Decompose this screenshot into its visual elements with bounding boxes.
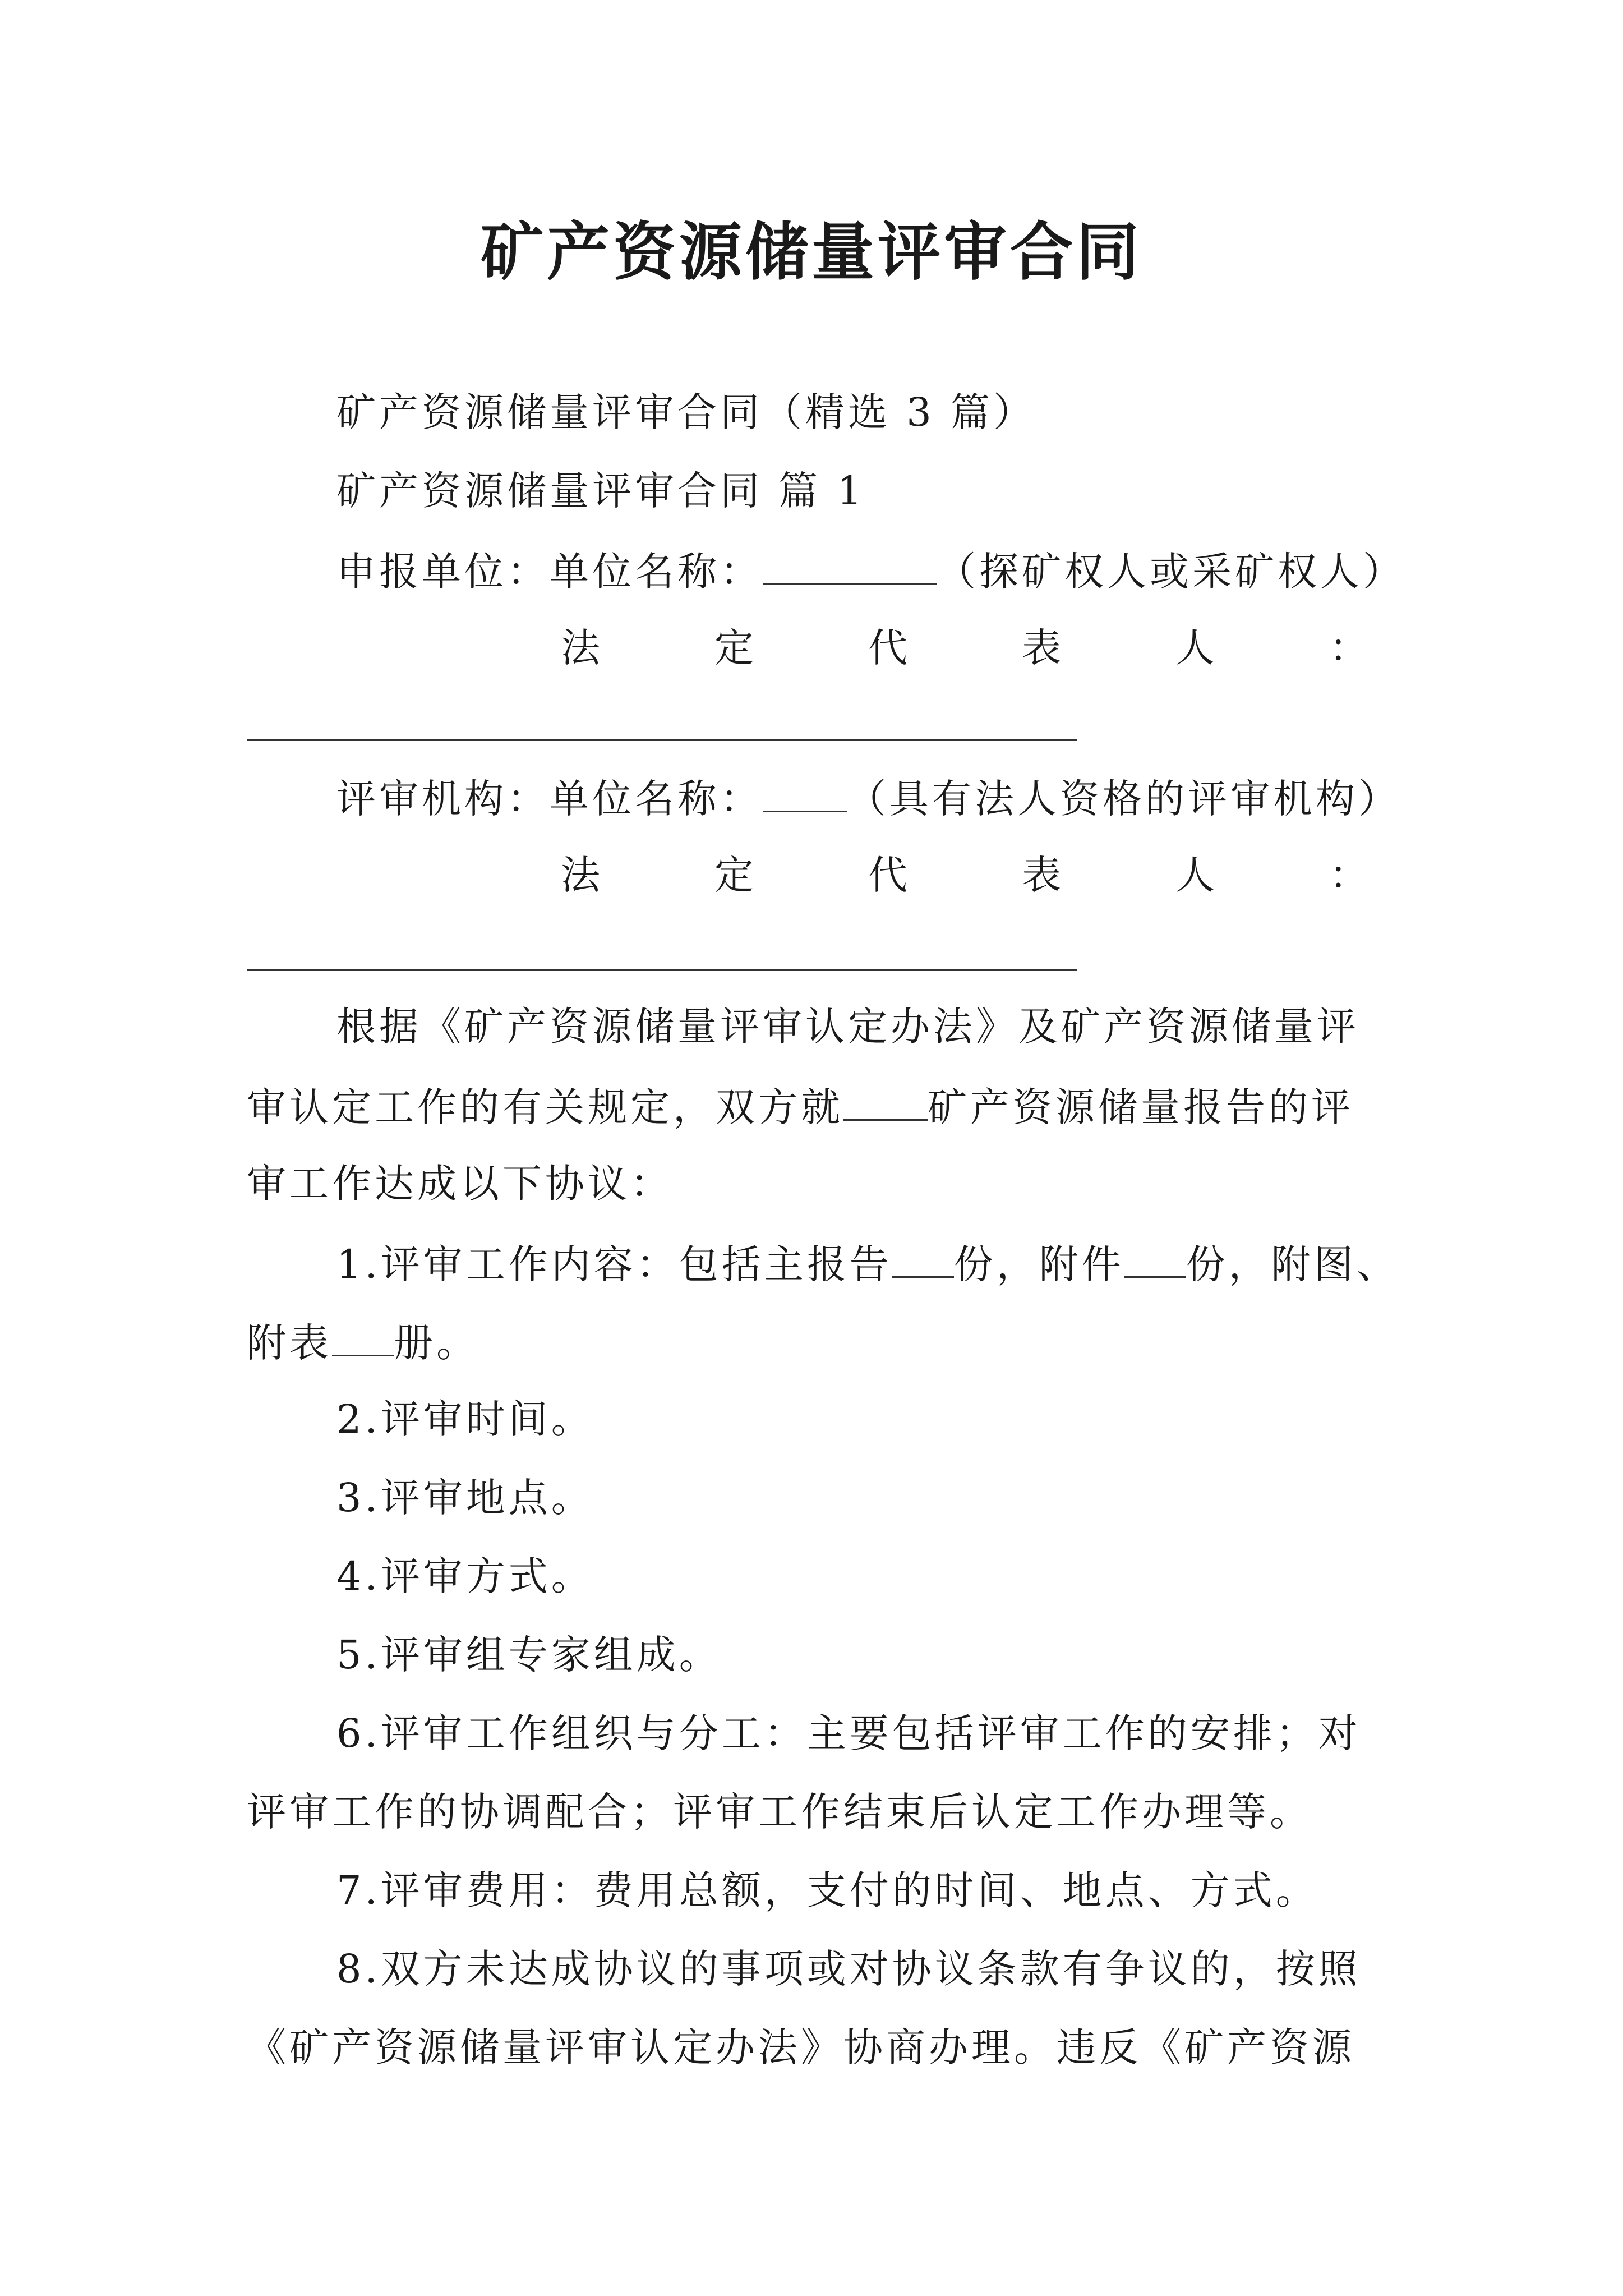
table-count-blank[interactable] [332, 1315, 394, 1356]
legal-rep-char: ： [1329, 852, 1368, 898]
legal-rep-char: 代 [868, 852, 907, 898]
reviewer-line [336, 771, 1401, 824]
clause-text: 1.评审工作内容：包括主报告 [336, 1241, 892, 1287]
applicant-name-blank[interactable] [763, 544, 937, 585]
legal-rep-char: 定 [714, 625, 754, 671]
clause-4: 4.评审方式。 [336, 1553, 594, 1599]
clause-6-line-2: 评审工作的协调配合；评审工作结束后认定工作办理等。 [247, 1789, 1312, 1835]
legal-rep-char: ： [1329, 625, 1368, 671]
legal-rep-char: 表 [1022, 625, 1061, 671]
intro-text: 矿产资源储量报告的评 [928, 1084, 1354, 1130]
intro-text: 审认定工作的有关规定，双方就 [247, 1084, 843, 1130]
legal-rep-char: 法 [561, 852, 600, 898]
clause-text: 份，附图、 [1186, 1241, 1399, 1287]
legal-rep-char: 定 [714, 852, 754, 898]
legal-rep-char: 人 [1175, 625, 1215, 671]
clause-text: 册。 [394, 1320, 479, 1366]
reviewer-label: 评审机构：单位名称： [336, 776, 763, 822]
clause-2: 2.评审时间。 [336, 1396, 594, 1442]
legal-rep-char: 代 [868, 625, 907, 671]
legal-rep-char: 人 [1175, 852, 1215, 898]
clause-text: 附表 [247, 1320, 332, 1366]
clause-8-line-1: 8.双方未达成协议的事项或对协议条款有争议的，按照 [336, 1946, 1361, 1992]
intro-line-2 [247, 1080, 1354, 1133]
clause-text: 份，附件 [953, 1241, 1124, 1287]
clause-5: 5.评审组专家组成。 [336, 1632, 722, 1678]
legal-rep-char: 表 [1022, 852, 1061, 898]
clause-1-line-2 [247, 1315, 479, 1368]
intro-line-3: 审工作达成以下协议： [247, 1161, 673, 1207]
applicant-note: （探矿权人或采矿权人） [937, 549, 1405, 595]
applicant-legal-rep [561, 623, 1368, 673]
clause-1-line-1 [336, 1237, 1399, 1290]
clause-8-line-2: 《矿产资源储量评审认定办法》协商办理。违反《矿产资源 [247, 2024, 1355, 2070]
main-report-count-blank[interactable] [892, 1237, 954, 1278]
clause-3: 3.评审地点。 [336, 1475, 594, 1521]
reviewer-legal-rep-blank[interactable] [247, 969, 1077, 971]
report-name-blank[interactable] [843, 1080, 928, 1121]
reviewer-name-blank[interactable] [763, 771, 847, 812]
legal-rep-char: 法 [561, 625, 600, 671]
clause-7: 7.评审费用：费用总额，支付的时间、地点、方式。 [336, 1867, 1318, 1913]
reviewer-legal-rep [561, 850, 1368, 900]
attachment-count-blank[interactable] [1124, 1237, 1186, 1278]
applicant-line [336, 544, 1405, 597]
applicant-label: 申报单位：单位名称： [336, 549, 763, 595]
document-title: 矿产资源储量评审合同 [481, 216, 1142, 289]
applicant-legal-rep-blank[interactable] [247, 739, 1077, 741]
reviewer-note: （具有法人资格的评审机构） [847, 776, 1401, 822]
section-heading: 矿产资源储量评审合同 篇 1 [336, 468, 866, 514]
intro-line-1: 根据《矿产资源储量评审认定办法》及矿产资源储量评 [336, 1004, 1359, 1050]
document-subtitle: 矿产资源储量评审合同（精选 3 篇） [336, 389, 1036, 435]
clause-6-line-1: 6.评审工作组织与分工：主要包括评审工作的安排；对 [336, 1710, 1361, 1756]
